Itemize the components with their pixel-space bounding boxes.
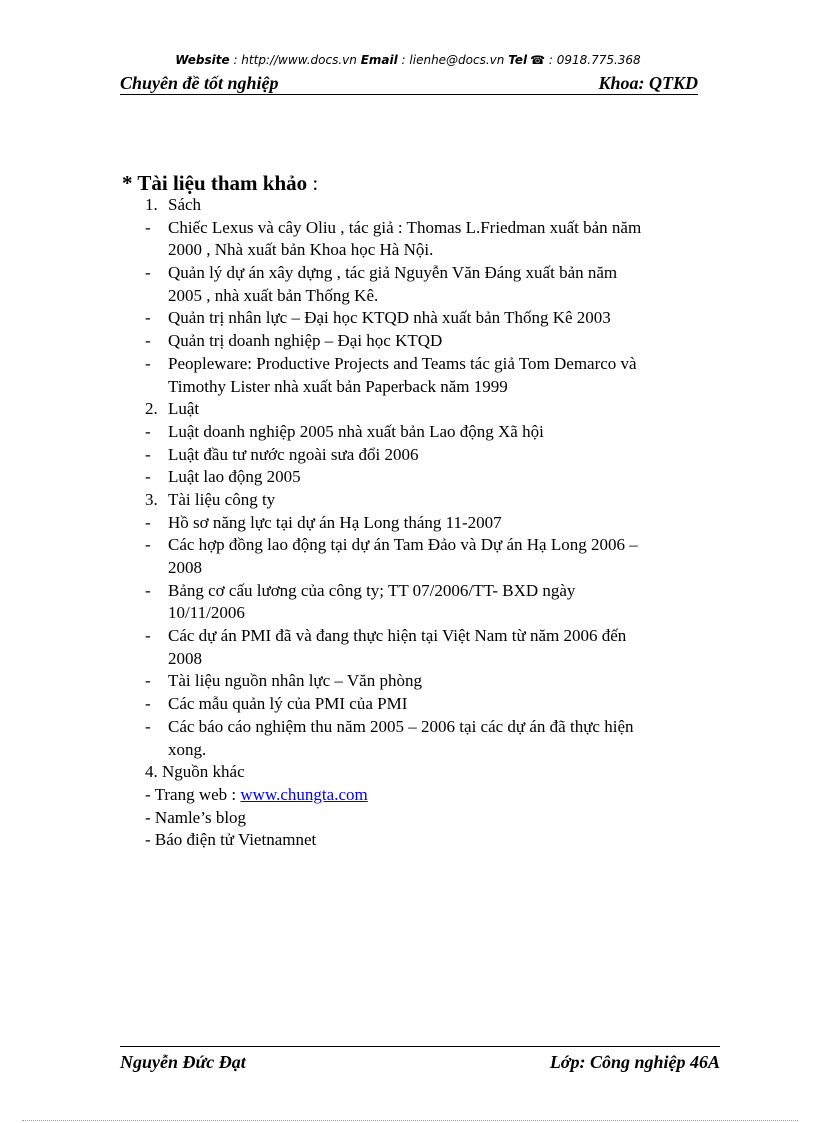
list-item-text: Quản lý dự án xây dựng , tác giả Nguyễn Văn Đáng xuất bản năm	[168, 263, 618, 283]
list-item-text	[145, 784, 368, 807]
list-item	[0, 534, 816, 557]
tel-value: : 0918.775.368	[545, 53, 641, 67]
header-faculty: Khoa: QTKD	[598, 73, 698, 93]
group-heading	[0, 194, 816, 217]
list-item-text: - Namle’s blog	[145, 807, 247, 827]
list-item	[0, 353, 816, 376]
dash-marker: -	[145, 671, 151, 691]
footer-author: Nguyễn Đức Đạt	[120, 1052, 246, 1072]
reference-list	[0, 194, 816, 852]
list-item	[0, 307, 816, 330]
phone-icon: ☎	[530, 53, 546, 67]
list-item-text: Luật đầu tư nước ngoài sưa đổi 2006	[168, 444, 419, 464]
list-item-text: Các hợp đồng lao động tại dự án Tam Đảo và Dự án Hạ Long 2006 –	[168, 535, 638, 555]
list-item	[0, 217, 816, 240]
section-title	[122, 170, 318, 196]
list-item-continuation	[0, 602, 816, 625]
tel-label: Tel	[508, 53, 528, 67]
list-item-text: Quản trị doanh nghiệp – Đại học KTQD	[168, 331, 443, 351]
list-item	[0, 670, 816, 693]
group-number: 1.	[145, 195, 158, 214]
list-item	[0, 807, 816, 830]
list-item-continuation	[0, 376, 816, 399]
list-item-continuation	[0, 285, 816, 308]
list-item-continuation	[0, 648, 816, 671]
dash-marker: -	[145, 421, 151, 441]
list-item-continuation	[0, 557, 816, 580]
group-heading	[0, 761, 816, 784]
group-label: Sách	[168, 195, 202, 214]
list-item-text: Các dự án PMI đã và đang thực hiện tại Việt Nam từ năm 2006 đến	[168, 626, 627, 646]
list-item-text: - Báo điện tử Vietnamnet	[145, 830, 317, 850]
list-item-text: Tài liệu nguồn nhân lực – Văn phòng	[168, 671, 422, 691]
list-item	[0, 716, 816, 739]
list-item-text: Luật lao động 2005	[168, 467, 301, 487]
dash-marker: -	[145, 353, 151, 373]
dash-marker: -	[145, 694, 151, 714]
list-item	[0, 330, 816, 353]
list-item	[0, 580, 816, 603]
list-item	[0, 784, 816, 807]
list-item	[0, 421, 816, 444]
section-title-text: * Tài liệu tham khảo	[122, 171, 308, 195]
header-topic: Chuyên đề tốt nghiệp	[120, 73, 279, 93]
list-item	[0, 625, 816, 648]
website-link[interactable]: www.chungta.com	[240, 784, 368, 804]
group-label: Tài liệu công ty	[168, 489, 276, 509]
dash-marker: -	[145, 331, 151, 351]
list-item-text: 2008	[168, 558, 202, 577]
list-item-continuation	[0, 239, 816, 262]
dash-marker: -	[145, 535, 151, 555]
list-item	[0, 693, 816, 716]
site-info-line	[0, 52, 816, 68]
list-item-text: Bảng cơ cấu lương của công ty; TT 07/2006/TT- BXD ngày	[168, 580, 576, 600]
list-item-text: 10/11/2006	[168, 603, 245, 623]
list-item-text: xong.	[168, 739, 207, 759]
page-header	[120, 72, 698, 95]
list-item-text: Timothy Lister nhà xuất bản Paperback năm 1999	[168, 376, 508, 396]
group-heading	[0, 398, 816, 421]
dash-marker: -	[145, 580, 151, 600]
list-item	[0, 444, 816, 467]
dash-marker: -	[145, 467, 151, 487]
list-item	[0, 466, 816, 489]
group-heading	[0, 489, 816, 512]
group-label: Luật	[168, 399, 200, 419]
list-item-text: Các mẫu quản lý của PMI của PMI	[168, 694, 408, 714]
list-item	[0, 829, 816, 852]
list-item-continuation	[0, 739, 816, 762]
dash-marker: -	[145, 308, 151, 328]
list-item-text: 2000 , Nhà xuất bản Khoa học Hà Nội.	[168, 240, 434, 260]
list-item-text: 2005 , nhà xuất bản Thống Kê.	[168, 285, 379, 305]
list-item-text: Chiếc Lexus và cây Oliu , tác giả : Thomas L.Friedman xuất bản năm	[168, 217, 642, 237]
group-number: 2.	[145, 399, 158, 419]
list-item-text: Các báo cáo nghiệm thu năm 2005 – 2006 tại các dự án đã thực hiện	[168, 716, 634, 736]
page-footer	[120, 1046, 720, 1073]
group-label: 4. Nguồn khác	[145, 762, 245, 782]
list-item-text: 2008	[168, 648, 202, 668]
group-number: 3.	[145, 489, 158, 509]
dash-marker: -	[145, 626, 151, 646]
list-item	[0, 512, 816, 535]
list-item-text: Hồ sơ năng lực tại dự án Hạ Long tháng 11-2007	[168, 512, 502, 532]
page-edge-divider	[22, 1120, 798, 1121]
list-item-text: Luật doanh nghiệp 2005 nhà xuất bản Lao động Xã hội	[168, 421, 544, 441]
list-item-text: Peopleware: Productive Projects and Teams tác giả Tom Demarco và	[168, 353, 637, 373]
list-item	[0, 262, 816, 285]
dash-marker: -	[145, 217, 151, 237]
web-prefix: - Trang web :	[145, 784, 241, 804]
email-label: Email	[360, 53, 398, 67]
dash-marker: -	[145, 512, 151, 532]
website-value: : http://www.docs.vn	[229, 53, 361, 67]
footer-class: Lớp: Công nghiệp 46A	[549, 1052, 720, 1072]
section-title-colon: :	[307, 171, 319, 195]
list-item-text: Quản trị nhân lực – Đại học KTQD nhà xuất bản Thống Kê 2003	[168, 308, 611, 328]
dash-marker: -	[145, 716, 151, 736]
dash-marker: -	[145, 444, 151, 464]
email-value: : lienhe@docs.vn	[397, 53, 509, 67]
website-label: Website	[175, 53, 230, 67]
dash-marker: -	[145, 263, 151, 283]
